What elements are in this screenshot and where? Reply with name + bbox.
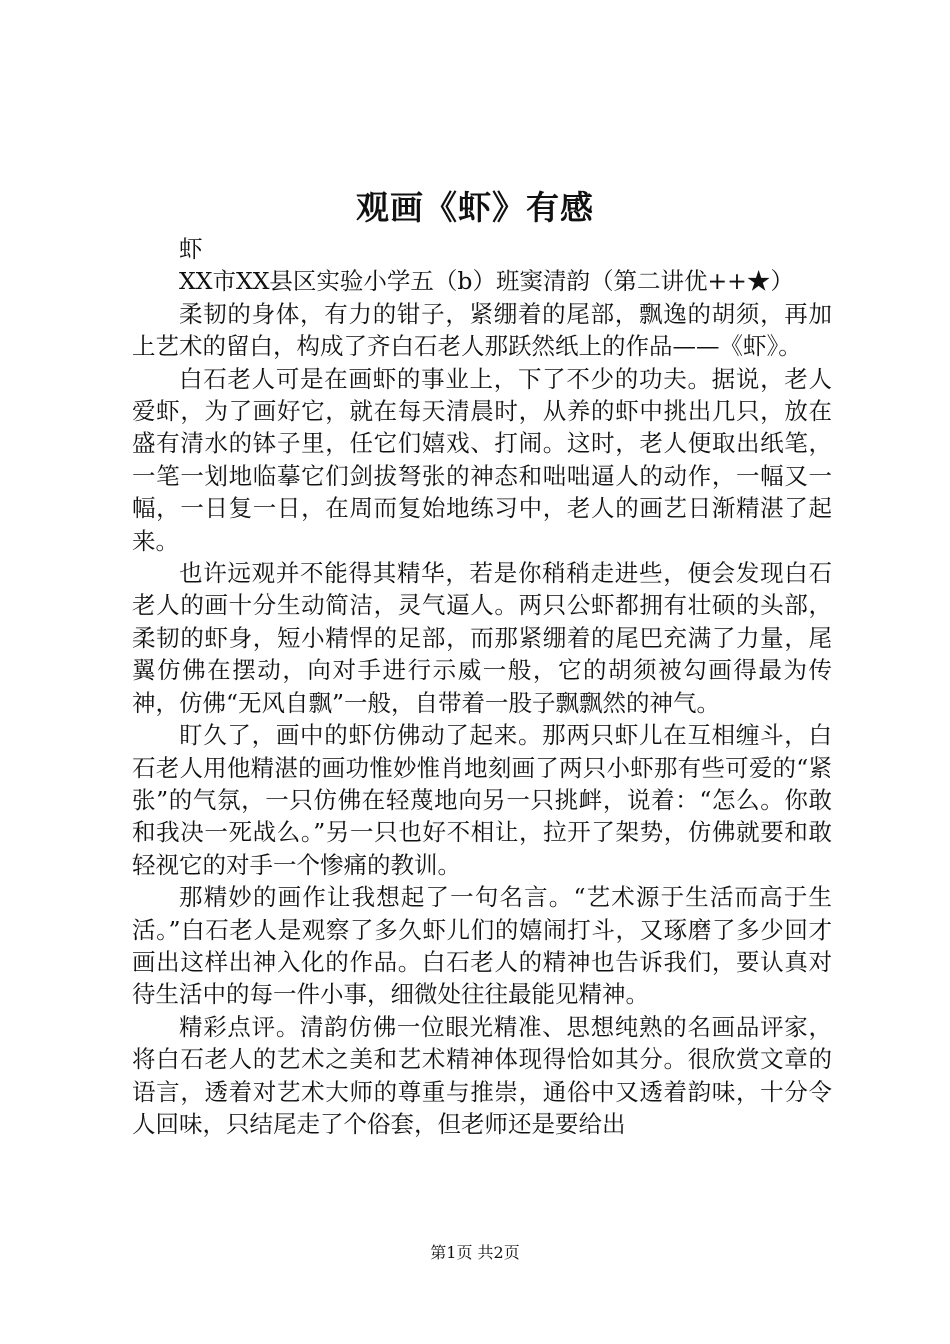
document-title: 观画《虾》有感 <box>356 188 594 227</box>
paragraph-2: 白石老人可是在画虾的事业上，下了不少的功夫。据说，老人爱虾，为了画好它，就在每天清晨时，从养的虾中挑出几只，放在盛有清水的钵子里，任它们嬉戏、打闹。这时，老人便取出纸笔，一笔一划地临摹它们剑拔弩张的神态和咄咄逼人的动作，一幅又一幅，一日复一日，在周而复始地练习中，老人的画艺日渐精湛了起来。 <box>132 364 832 555</box>
paragraph-comment: 精彩点评。清韵仿佛一位眼光精准、思想纯熟的名画品评家，将白石老人的艺术之美和艺术精神体现得恰如其分。很欣赏文章的语言，透着对艺术大师的尊重与推崇，通俗中又透着韵味，十分令人回味，只结尾走了个俗套，但老师还是要给出 <box>132 1012 832 1138</box>
document-body <box>132 233 832 1140</box>
paragraph-4: 盯久了，画中的虾仿佛动了起来。那两只虾儿在互相缠斗，白石老人用他精湛的画功惟妙惟肖地刻画了两只小虾那有些可爱的“紧张”的气氛，一只仿佛在轻蔑地向另一只挑衅，说着：“怎么。你敢和我决一死战么。”另一只也好不相让，拉开了架势，仿佛就要和敢轻视它的对手一个惨痛的教训。 <box>132 721 832 879</box>
paragraph-author-line: XX市XX县区实验小学五（b）班窦清韵（第二讲优++★） <box>179 267 794 296</box>
paragraph-1: 柔韧的身体，有力的钳子，紧绷着的尾部，飘逸的胡须，再加上艺术的留白，构成了齐白石老人那跃然纸上的作品——《虾》。 <box>132 299 832 361</box>
paragraph-subject: 虾 <box>179 235 203 263</box>
paragraph-3: 也许远观并不能得其精华，若是你稍稍走进些，便会发现白石老人的画十分生动简洁，灵气逼人。两只公虾都拥有壮硕的头部，柔韧的虾身，短小精悍的足部，而那紧绷着的尾巴充满了力量，尾翼仿佛在摆动，向对手进行示威一般，它的胡须被勾画得最为传神，仿佛“无风自飘”一般，自带着一股子飘飘然的神气。 <box>132 559 832 717</box>
page-footer: 第1页 共2页 <box>430 1243 520 1262</box>
paragraph-5: 那精妙的画作让我想起了一句名言。“艺术源于生活而高于生活。”白石老人是观察了多久虾儿们的嬉闹打斗，又琢磨了多少回才画出这样出神入化的作品。白石老人的精神也告诉我们，要认真对待生活中的每一件小事，细微处往往最能见精神。 <box>132 883 832 1009</box>
